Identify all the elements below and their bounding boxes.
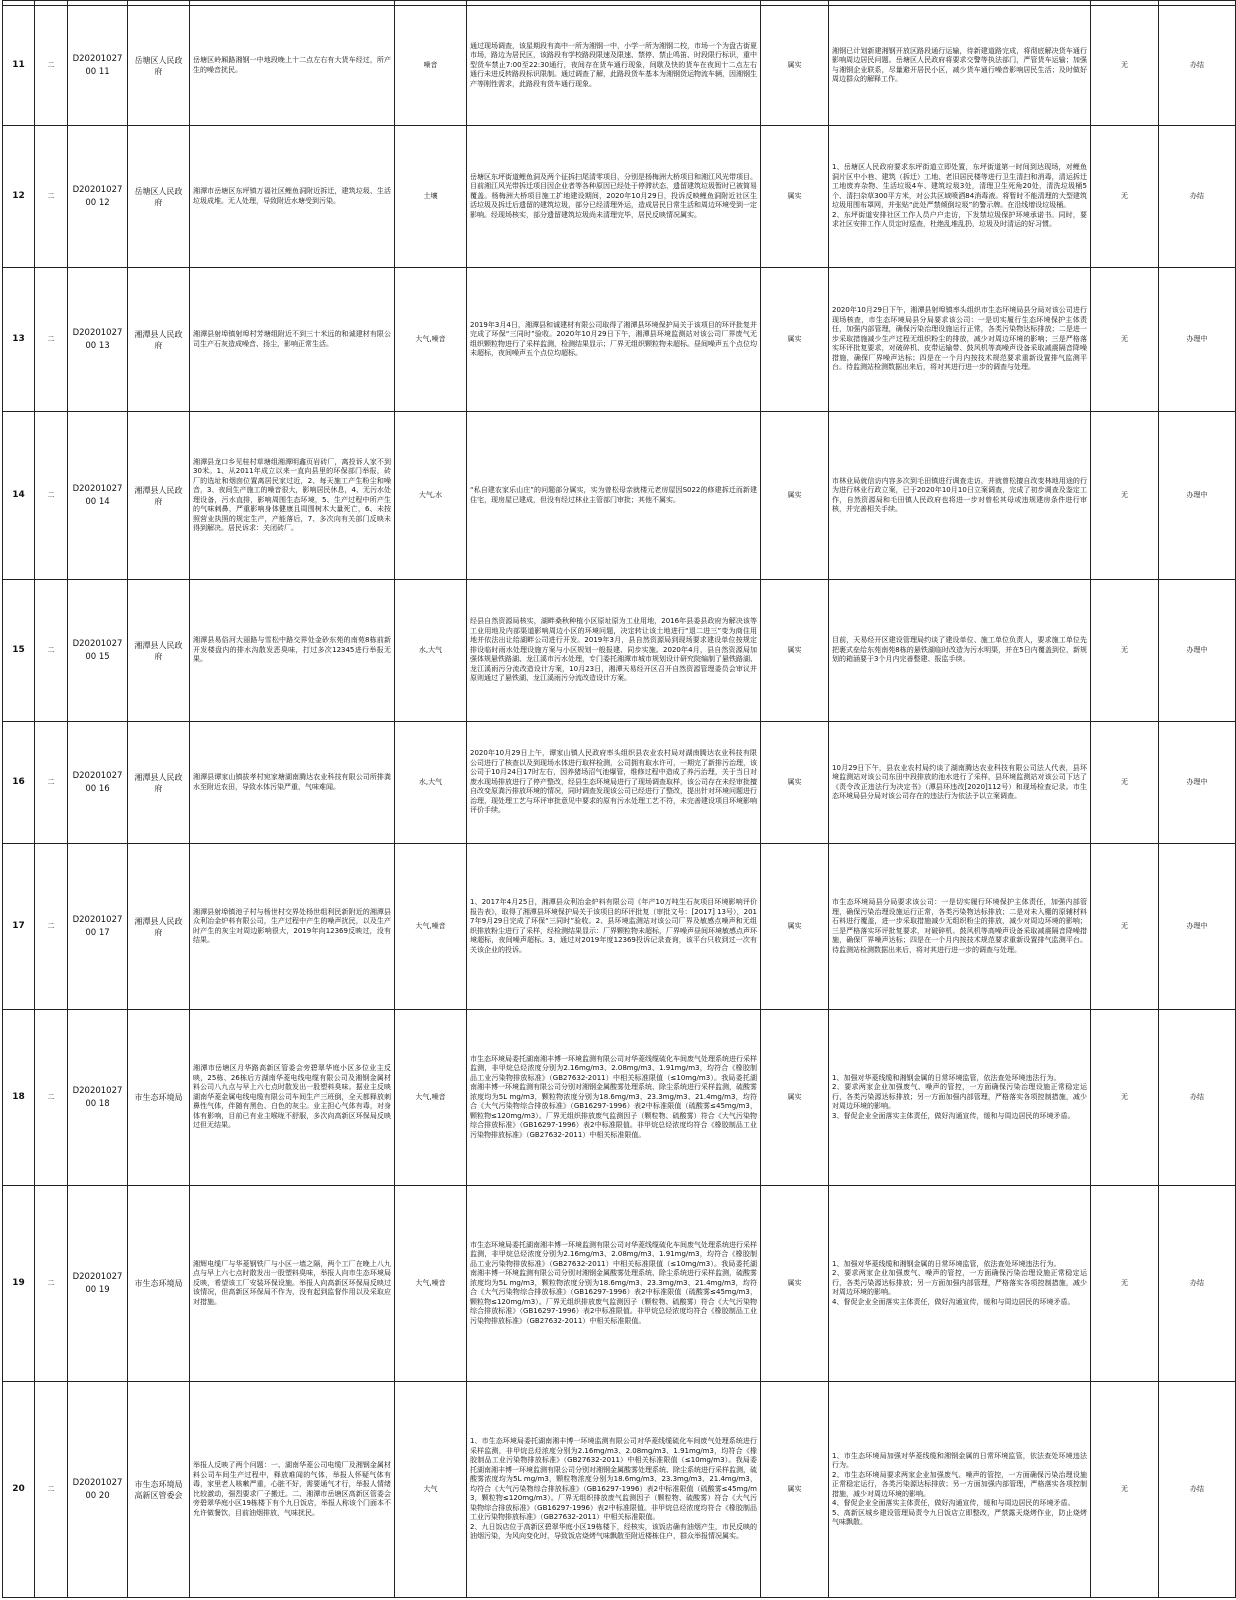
accountability-cell: 无 (1091, 580, 1159, 722)
row-number-cell: 12 (3, 126, 35, 268)
row-number-cell: 17 (3, 844, 35, 1010)
handling-measures-cell: 1、加强对华菱线缆和湘钢金属的日常环境监管，依法查处环境违法行为。 2、要求两家企业加强废气、噪声的管控，一方面确保污染治理设施正常稳定运行，各类污染源达标排放；另一方面加强内部管理，严格落实各项控制措施，减少对周边环境的影响。 3、督促企业全面落实主体责任，做好沟通宣传，缓和与周边居民的环境矛盾。 (829, 1010, 1091, 1186)
handling-measures-cell: 1、岳塘区人民政府要求东坪街道立即处置，东坪街道第一时间到达现场，对鲤鱼洞片区中小巷、建筑（拆迁）工地、老旧居民楼等进行卫生清扫和消毒，清运拆迁工地废弃杂物、生活垃圾4车、建筑垃圾3处，清理卫生死角20处，清洗垃圾桶5个、清扫杂草300平方米，对公共区域喷洒84消毒液。将暂时不能清理的大型建筑垃圾用围布罩网，并张贴“此处严禁倾倒垃圾”的警示牌。在沿线增设垃圾桶。 2、东坪街道安排社区工作人员户户走访，下发禁垃圾保护环境承诺书。同时，要求社区安排工作人员定时巡查，杜绝乱堆乱扔，垃圾及时清运的好习惯。 (829, 126, 1091, 268)
verdict-cell: 属实 (761, 1382, 829, 1598)
batch-cell: 二 (35, 412, 68, 580)
table-row (3, 1186, 1236, 1382)
pollution-type-cell: 大气,噪音 (395, 268, 467, 412)
investigation-result-cell: 通过现场调查，该星期段有高中一所为湘钢一中，小学一所为湘钢二校，市场一个为盘古街夏市场，路边为居民区，该路段有学校路段限速及限速、禁停、禁止鸣笛、时段限行标识，重中型货车禁止7:00至22:30通行，夜间存在货车通行现象，间歇及快的货车在夜间十二点左右通行未进反转路段标识限制。通过调查了解，此路段货车基本为湘钢货运物流车辆，因湘钢生产等刚性需求，此路段有货车通行现象。 (467, 6, 761, 126)
responsible-unit-cell: 市生态环境局高新区管委会 (128, 1382, 190, 1598)
accountability-cell: 无 (1091, 412, 1159, 580)
accountability-cell: 无 (1091, 6, 1159, 126)
case-code-cell: D2020102700 18 (68, 1010, 128, 1186)
complaint-table (2, 0, 1236, 1598)
status-cell: 办结 (1159, 126, 1236, 268)
handling-measures-cell: 1、市生态环境局加强对华菱线缆和湘钢金属的日常环境监管，依法查处环境违法行为。 2、市生态环境局要求两家企业加强废气、噪声的管控，一方面确保污染治理设施正常稳定运行，各类污染源达标排放；另一方面加强内部管理，严格落实各项控制措施，减少对周边环境的影响。 4、督促企业全面落实主体责任，做好沟通宣传，缓和与周边居民的环境矛盾。 5、高新区城乡建设管理局责令九日饭店立即整改，严禁露天烧烤作业，防止烧烤气味飘散。 (829, 1382, 1091, 1598)
verdict-cell: 属实 (761, 580, 829, 722)
verdict-cell: 属实 (761, 126, 829, 268)
batch-cell: 二 (35, 6, 68, 126)
investigation-result-cell: 市生态环境局委托湖南湘丰博一环境监测有限公司对华菱线缆硫化车间废气处理系统进行采样监测，非甲烷总烃浓度分别为2.16mg/m3、2.08mg/m3、1.91mg/m3，均符合《橡胶制品工业污染物排放标准》（GB27632-2011）中相关标准限值（≤10mg/m3）。我局委托湖南湘丰博一环境监测有限公司分别对湘钢金属酸雾处理系统、除尘系统进行采样监测，硫酸雾浓度均为5L mg/m3，颗粒物浓度分别为18.6mg/m3、23.3mg/m3、21.4mg/m3，均符合《大气污染物综合排放标准》（GB16297-1996）表2中标准限值（硫酸雾≤45mg/m3，颗粒物≤120mg/m3）。厂界无组织排放废气监测因子（颗粒物、硫酸雾）符合《大气污染物综合排放标准》（GB16297-1996）表2中标准限值。非甲烷总烃浓度均符合《橡胶制品工业污染物排放标准》（GB27632-2011）中相关标准限值。 (467, 1186, 761, 1382)
table-row (3, 268, 1236, 412)
complaint-content-cell: 湘潭县龙口乡见桂村草塘组湘潭明鑫页岩砖厂，离投诉人家不到30米。1、从2011年成立以来一直向县里的环保部门举报，砖厂的选址和烟囱位置离居民家过近，2、每天施工产生粉尘和噪音，3、夜间生产施工的噪音很大，影响居民休息，4、无污水处理设备，污水直排，影响周围生态环境，5、生产过程中所产生的气味刺鼻，严重影响身体健康且周围树木大量死亡，6、未按照营业执照的规定生产，产能落后，7、多次向有关部门反映未得到解决。居民诉求：关闭砖厂。 (190, 412, 395, 580)
case-code-cell: D2020102700 17 (68, 844, 128, 1010)
complaint-content-cell: 湘潭县射埠镇池子村与杨世村交界处杨世组利民新附近的湘潭县众利冶金炉料有限公司，生产过程中产生的噪声扰民，以及生产时产生的灰尘对周边影响很大，2019年向12369反映过，没有结果。 (190, 844, 395, 1010)
responsible-unit-cell: 市生态环境局 (128, 1010, 190, 1186)
batch-cell: 二 (35, 580, 68, 722)
complaint-content-cell: 湘潭县射埠镇射埠村芳塘组附近不到三十米远的和诚建材有限公司生产石灰造成噪音、扬尘，影响正常生活。 (190, 268, 395, 412)
status-cell: 办结 (1159, 6, 1236, 126)
status-cell: 办结 (1159, 1010, 1236, 1186)
responsible-unit-cell: 岳塘区人民政府 (128, 6, 190, 126)
accountability-cell: 无 (1091, 1010, 1159, 1186)
pollution-type-cell: 大气,水 (395, 412, 467, 580)
case-code-cell: D2020102700 16 (68, 722, 128, 844)
accountability-cell: 无 (1091, 1382, 1159, 1598)
status-cell: 办理中 (1159, 412, 1236, 580)
status-cell: 办结 (1159, 1186, 1236, 1382)
responsible-unit-cell: 岳塘区人民政府 (128, 126, 190, 268)
pollution-type-cell: 大气,噪音 (395, 844, 467, 1010)
investigation-result-cell: 岳塘区东坪街道鲤鱼洞及两个征拆扫尾清零项目，分别是杨梅洲大桥项目和湘江风光带项目。目前湘江风光带拆迁项目因企业者等各种原因已经处于停滞状态，遗留建筑垃圾暂时已被简易覆盖。杨梅洲大桥项目施工扩地建设期间，2020年10月29日，投诉反映鲤鱼洞附近社区生活垃圾及拆迁后遗留的建筑垃圾，部分已经清理外运，造成居民日常生活和周边环境受到一定影响。经现场核实，部分遗留建筑垃圾尚未清理完毕，居民反映情况属实。 (467, 126, 761, 268)
handling-measures-cell: 市生态环境局县分局要求该公司：一是切实履行环境保护主体责任，加强内部管理，确保污染治理设施运行正常，各类污染物达标排放；二是对未入棚的原辅材料石料进行覆盖，进一步采取措施减少无组织粉尘的排放，减少对周边环境的影响；三是严格落实环评批复要求，对破碎机、鼓风机等高噪声设备采取减震隔音降噪措施，确保厂界噪声达标；四是在一个月内按技术规范要求重新设置排气监测平台。待监测站检测数据出来后，将对其进行进一步的调查与处理。 (829, 844, 1091, 1010)
pollution-type-cell: 水,大气 (395, 722, 467, 844)
row-number-cell: 14 (3, 412, 35, 580)
verdict-cell: 属实 (761, 412, 829, 580)
table-row (3, 722, 1236, 844)
responsible-unit-cell: 湘潭县人民政府 (128, 844, 190, 1010)
row-number-cell: 15 (3, 580, 35, 722)
row-number-cell: 18 (3, 1010, 35, 1186)
handling-measures-cell: 市林业局就信访内容多次到毛田镇进行调查走访，并就曾松擅自改变林地用途的行为进行林业行政立案，已于2020年10月10日立案调查，完成了初步调查及鉴定工作，自然资源局和毛田镇人民政府也将进一步对曾松其母或违规建房条件进行审核，并完善相关手续。 (829, 412, 1091, 580)
pollution-type-cell: 大气,噪音 (395, 1010, 467, 1186)
table-row (3, 6, 1236, 126)
case-code-cell: D2020102700 13 (68, 268, 128, 412)
investigation-result-cell: 市生态环境局委托湖南湘丰博一环境监测有限公司对华菱线缆硫化车间废气处理系统进行采样监测，非甲烷总烃浓度分别为2.16mg/m3、2.08mg/m3、1.91mg/m3，均符合《橡胶制品工业污染物排放标准》（GB27632-2011）中相关标准限值（≤10mg/m3）。我局委托湖南湘丰博一环境监测有限公司分别对湘钢金属酸雾处理系统、除尘系统进行采样监测，硫酸雾浓度均为5L mg/m3，颗粒物浓度分别为18.6mg/m3、23.3mg/m3、21.4mg/m3，均符合《大气污染物综合排放标准》（GB16297-1996）表2中标准限值（硫酸雾≤45mg/m3，颗粒物≤120mg/m3）。厂界无组织排放废气监测因子（颗粒物、硫酸雾）符合《大气污染物综合排放标准》（GB16297-1996）表2中标准限值。非甲烷总烃浓度均符合《橡胶制品工业污染物排放标准》（GB27632-2011）中相关标准限值。 (467, 1010, 761, 1186)
case-code-cell: D2020102700 19 (68, 1186, 128, 1382)
status-cell: 办理中 (1159, 722, 1236, 844)
row-number-cell: 13 (3, 268, 35, 412)
row-number-cell: 19 (3, 1186, 35, 1382)
status-cell: 办理中 (1159, 844, 1236, 1010)
batch-cell: 二 (35, 1382, 68, 1598)
table-row (3, 844, 1236, 1010)
complaint-content-cell: 湘潭县谭家山镇拔孝村宛家塘湖南腾达农业科技有限公司所排粪水至附近农田，导致水体污染严重，气味难闻。 (190, 722, 395, 844)
batch-cell: 二 (35, 268, 68, 412)
status-cell: 办理中 (1159, 580, 1236, 722)
table-row (3, 126, 1236, 268)
pollution-type-cell: 大气 (395, 1382, 467, 1598)
verdict-cell: 属实 (761, 844, 829, 1010)
investigation-result-cell: 1、2017年4月25日，湘潭县众利冶金炉料有限公司《年产10万吨生石灰项目环境影响评价报告表》，取得了湘潭县环境保护局关于该项目的环评批复（审批文号：[2017] 13号），2017年9月29日完成了环保“三同时”验收。2、县环境监测站对该公司厂界及敏感点噪声和无组织排放粉尘进行了采样，经检测结果显示：厂界颗粒物未超标，厂界噪声昼间环境敏感点声环境超标，夜间噪声超标。3、通过对2019年度12369投诉记录查询，该平台只收到过一次有关该企业的投诉。 (467, 844, 761, 1010)
investigation-result-cell: 2020年10月29日上午，谭家山镇人民政府率头组织县农业农村局对湖南腾达农业科技有限公司进行了核查以及到现场水体进行取样检测，公司拥有取水许可，一期完了新排污治理，该公司于10月24日17时左右，因养猪场沼气池爆管，维修过程中造成了养污治理，关于当日对废水现场排放进行了停产整改，经县生态环境局进行了现场调查取样，该公司存在未经审批擅自改变原粪污排放环境的情况，同时调查发现该公司已经进行了整改，提出针对环境问题进行治理，现处理工艺与环评审批意见中要求的原有污水处理工艺不符，未完善建设项目环境影响评价手续。 (467, 722, 761, 844)
case-code-cell: D2020102700 12 (68, 126, 128, 268)
table-row (3, 580, 1236, 722)
investigation-result-cell: 2019年3月4日，湘潭县和诚建材有限公司取得了湘潭县环境保护局关于该项目的环评批复并完成了环保“三同时”验收。2020年10月29日下午，湘潭县环境监测站对该公司厂界废气无组织颗粒物进行了采样监测，检测结果显示；厂界无组织颗粒物未超标。昼间噪声五个点位均未超标，夜间噪声五个点位均超标。 (467, 268, 761, 412)
complaint-content-cell: 岳塘区岭厢路湘钢一中地段晚上十二点左右有大货车经过，所产生的噪音扰民。 (190, 6, 395, 126)
batch-cell: 二 (35, 722, 68, 844)
responsible-unit-cell: 湘潭县人民政府 (128, 412, 190, 580)
investigation-result-cell: “私自建农家乐山庄”的问题部分属实，实为曾松母亲就楼元老房屋因S022的修建拆迁而新建住宅，现房屋已建成，但没有经过林业主管部门审批；其他不属实。 (467, 412, 761, 580)
case-code-cell: D2020102700 14 (68, 412, 128, 580)
responsible-unit-cell: 湘潭县人民政府 (128, 580, 190, 722)
status-cell: 办理中 (1159, 268, 1236, 412)
verdict-cell: 属实 (761, 1010, 829, 1186)
handling-measures-cell: 10月29日下午，县农业农村局约谈了湖南腾达农业科技有限公司法人代表，县环境监测站对该公司东田中段排放的池水进行了采样，县环境监测站对该公司下达了《责令改正违法行为决定书》（潭县环违改[2020]112号）和现场检查记录。市生态环境局县分局对该公司存在的违法行为依法予以立案调查。 (829, 722, 1091, 844)
pollution-type-cell: 噪音 (395, 6, 467, 126)
case-code-cell: D2020102700 20 (68, 1382, 128, 1598)
batch-cell: 二 (35, 1186, 68, 1382)
complaint-content-cell: 湘潭市岳塘区东坪镇万福社区鲤鱼洞附近拆迁，建筑垃圾、生活垃圾成堆。无人处理，导致附近水塘受到污染。 (190, 126, 395, 268)
investigation-result-cell: 经县自然资源局核实，湖畔桑秋种植小区原址原为工业用地，2016年县委县政府为解决该等工业用地及内部渠道影响周边小区的环境问题，决定转让该土地进行“退二进三”变为商住用地并依法出让给湖畔公司进行开发。2019年3月，县自然资源局到现场要求建设单位按规定排设临时雨水处理设施方案与小区规划一般报建、同步实施。2020年4月，县自然资源局加强体规悬铁路湖、龙江溪市污水处理，专门委托湘潭市城市规划设计研究院编制了悬铁路湖、龙江溪雨污分流改造设计方案，10月23日，湘潭天易经开区召开自然资源管理委员会审议并原则通过了悬铁湖、龙江溪雨污分流改造设计方案。 (467, 580, 761, 722)
case-code-cell: D2020102700 15 (68, 580, 128, 722)
verdict-cell: 属实 (761, 722, 829, 844)
responsible-unit-cell: 湘潭县人民政府 (128, 722, 190, 844)
handling-measures-cell: 目前，天易经开区建设管理局约谈了建设单位、施工单位负责人，要求施工单位先把裹式垒给东苑南苑8栋的悬铁湖临时改造为污水明渠，并在5日内覆盖到位，新规划的箱涵要于3个月内完善整建、报监手续。 (829, 580, 1091, 722)
row-number-cell: 16 (3, 722, 35, 844)
batch-cell: 二 (35, 1010, 68, 1186)
row-number-cell: 11 (3, 6, 35, 126)
row-number-cell: 20 (3, 1382, 35, 1598)
handling-measures-cell: 湘钢已计划新建湘钢开放区路段通行运输，待新建道路完成，将彻底解决货车通行影响周边居民问题。岳塘区人民政府将要求交警等执法部门，严管货车运输；加强与湘钢企业联系，尽量避开居民小区，减少货车通行噪音影响居民生活；及时做好周边群众的解释工作。 (829, 6, 1091, 126)
complaint-content-cell: 湘潭市岳塘区月华路高新区管委会旁碧翠华庭小区多位业主反映，25栋、26栋后方湖南华菱电线电缆有限公司及湘钢金属材料公司八九点与早上六七点时散发出一股塑料臭味。据业主反映湖南华菱金属电线电缆有限公司车间生产三班倒，全天都释放刺鼻性气体，伴随有黑色、白色的灰尘。业主担心气体有毒，对身体有影响，目前已有业主喉咙不舒服，多次向高新区环保局反映过但无结果。 (190, 1010, 395, 1186)
complaint-content-cell: 湘潭县易俗河大丽路与雪松中路交界处金砂东苑的南苑8栋前新开发楼盘内的排水沟散发恶臭味，打过多次12345进行举报无果。 (190, 580, 395, 722)
investigation-result-cell: 1、市生态环境局委托湖南湘丰博一环境监测有限公司对华菱线缆硫化车间废气处理系统进行采样监测，非甲烷总烃浓度分别为2.16mg/m3、2.08mg/m3、1.91mg/m3，均符合《橡胶制品工业污染物排放标准》（GB27632-2011）中相关标准限值（≤10mg/m3）。我局委托湖南湘丰博一环境监测有限公司分别对湘钢金属酸雾处理系统、除尘系统进行采样监测，硫酸雾浓度均为5L mg/m3，颗粒物浓度分别为18.6mg/m3、23.3mg/m3、21.4mg/m3，均符合《大气污染物综合排放标准》（GB16297-1996）表2中标准限值（硫酸雾≤45mg/m3，颗粒物≤120mg/m3）。厂界无组织排放废气监测因子（颗粒物、硫酸雾）符合《大气污染物综合排放标准》（GB16297-1996）表2中标准限值。非甲烷总烃浓度均符合《橡胶制品工业污染物排放标准》（GB27632-2011）中相关标准限值。 2、九日饭店位于高新区碧翠华庭小区19栋楼下，经核实，该饭店确有油烟产生，市民反映的油烟污染，为风向变化时，导致饭店烧烤气味飘散至附近楼栋住户，群众举报情况属实。 (467, 1382, 761, 1598)
batch-cell: 二 (35, 844, 68, 1010)
table-row (3, 1010, 1236, 1186)
handling-measures-cell: 2020年10月29日下午，湘潭县射埠镇率头组织市生态环境局县分局对该公司进行现场核查，市生态环境局县分局要求该公司：一是切实履行生态环境保护主体责任，加强内部管理，确保污染治理设施运行正常，各类污染物达标排放；二是进一步采取措施减少生产过程无组织粉尘的排放，减少对周边环境的影响；三是严格落实环评批复要求，对破碎机、皮带运输带、鼓风机等高噪声设备采取减震隔音降噪措施，确保厂界噪声达标；四是在一个月内按技术规范要求重新设置排气监测平台。待监测站检测数据出来后，将对其进行进一步的调查与处理。 (829, 268, 1091, 412)
table-row (3, 412, 1236, 580)
verdict-cell: 属实 (761, 6, 829, 126)
accountability-cell: 无 (1091, 268, 1159, 412)
table-row (3, 1382, 1236, 1598)
pollution-type-cell: 水,大气 (395, 580, 467, 722)
case-code-cell: D2020102700 11 (68, 6, 128, 126)
verdict-cell: 属实 (761, 268, 829, 412)
verdict-cell: 属实 (761, 1186, 829, 1382)
pollution-type-cell: 土壤 (395, 126, 467, 268)
handling-measures-cell: 1、加强对华菱线缆和湘钢金属的日常环境监管，依法查处环境违法行为。 2、要求两家企业加强废气、噪声的管控，一方面确保污染治理设施正常稳定运行，各类污染源达标排放；另一方面加强内部管理，严格落实各项控制措施，减少对周边环境的影响。 4、督促企业全面落实主体责任，做好沟通宣传，缓和与周边居民的环境矛盾。 (829, 1186, 1091, 1382)
complaint-content-cell: 举报人反映了两个问题：一、湖南华菱公司电缆厂及湘钢金属材料公司车间生产过程中，释放难闻的气体，举报人怀疑气体有毒，家里老人咳嗽严重，心脏不好，需要通气才行，举报人情绪比较激动，强烈要求厂子搬迁。二、湘潭市岳塘区高新区管委会旁碧翠华庭小区19栋楼下有个九日饭店，举报人称该个门面本不允许做餐饮，目前油烟排放，气味扰民。 (190, 1382, 395, 1598)
pollution-type-cell: 大气,噪音 (395, 1186, 467, 1382)
batch-cell: 二 (35, 126, 68, 268)
responsible-unit-cell: 湘潭县人民政府 (128, 268, 190, 412)
accountability-cell: 无 (1091, 1186, 1159, 1382)
responsible-unit-cell: 市生态环境局 (128, 1186, 190, 1382)
accountability-cell: 无 (1091, 844, 1159, 1010)
status-cell: 办结 (1159, 1382, 1236, 1598)
complaint-content-cell: 湘辉电缆厂与华菱钢铁厂与小区一墙之隔，两个工厂在晚上八九点与早上六七点时散发出一股塑料臭味，举报人向市生态环境局反映，希望该工厂安装环保设施。举报人向高新区环保局反映过该情况，但高新区环保局不作为，没有起到监督作用以及采取应对措施。 (190, 1186, 395, 1382)
accountability-cell: 无 (1091, 126, 1159, 268)
accountability-cell: 无 (1091, 722, 1159, 844)
